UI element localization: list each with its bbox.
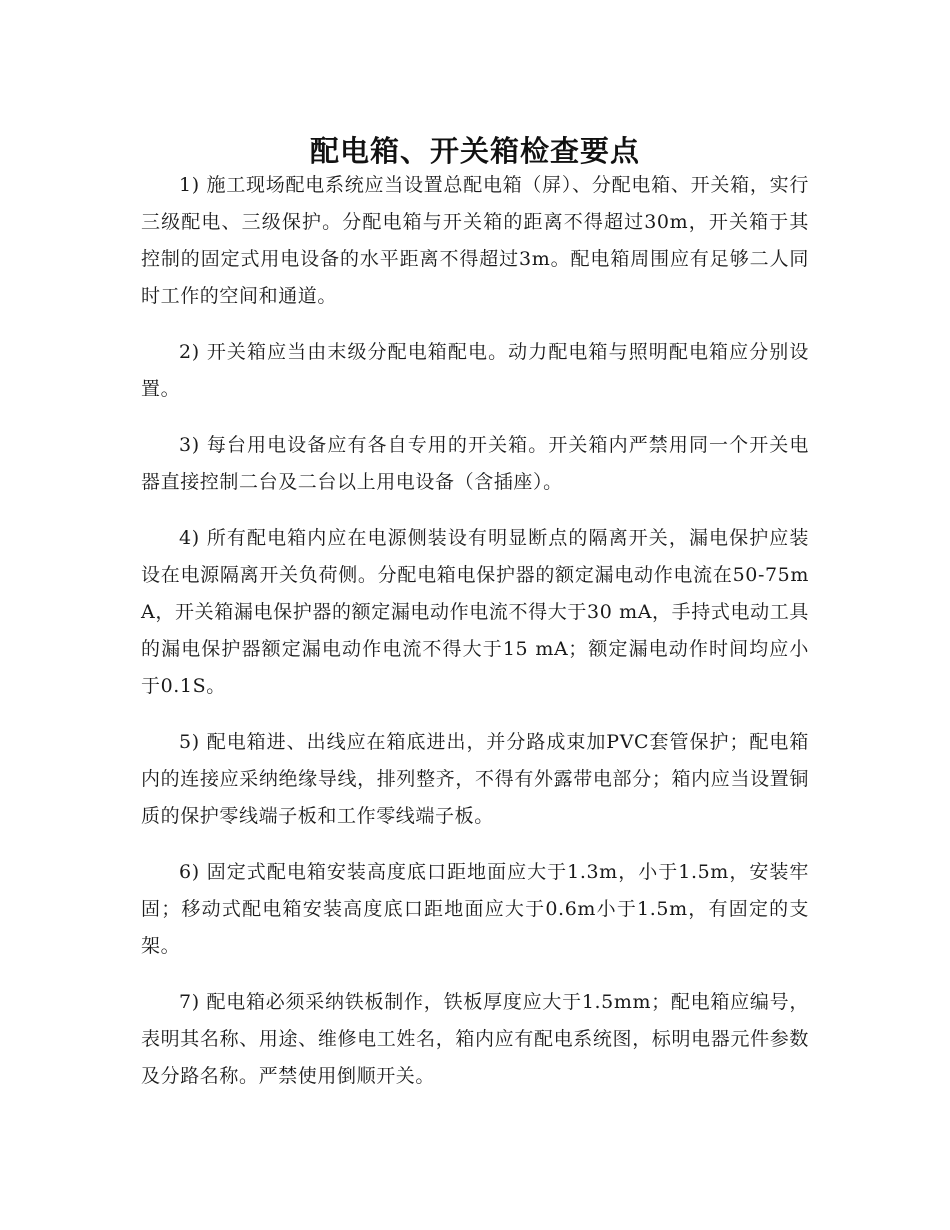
paragraph-7: 7) 配电箱必须采纳铁板制作，铁板厚度应大于1.5mm；配电箱应编号，表明其名称、用途、维修电工姓名，箱内应有配电系统图，标明电器元件参数及分路名称。严禁使用倒顺开关。: [141, 991, 809, 1087]
paragraph-2: 2) 开关箱应当由末级分配电箱配电。动力配电箱与照明配电箱应分别设置。: [141, 341, 809, 400]
paragraph-6: 6) 固定式配电箱安装高度底口距地面应大于1.3m，小于1.5m，安装牢固；移动式配电箱安装高度底口距地面应大于0.6m小于1.5m，有固定的支架。: [141, 861, 809, 957]
document-title: 配电箱、开关箱检查要点: [309, 134, 640, 169]
paragraph-3: 3) 每台用电设备应有各自专用的开关箱。开关箱内严禁用同一个开关电器直接控制二台及二台以上用电设备（含插座）。: [141, 434, 809, 493]
paragraph-4: 4) 所有配电箱内应在电源侧装设有明显断点的隔离开关，漏电保护应装设在电源隔离开关负荷侧。分配电箱电保护器的额定漏电动作电流在50-75mA，开关箱漏电保护器的额定漏电动作电流不得大于30 mA，手持式电动工具的漏电保护器额定漏电动作电流不得大于15 mA；额定漏电动作时间均应小于0.1S。: [141, 527, 809, 697]
document-body: [141, 167, 809, 1114]
paragraph-1: 1) 施工现场配电系统应当设置总配电箱（屏）、分配电箱、开关箱，实行三级配电、三级保护。分配电箱与开关箱的距离不得超过30m，开关箱于其控制的固定式用电设备的水平距离不得超过3m。配电箱周围应有足够二人同时工作的空间和通道。: [141, 174, 809, 307]
paragraph-5: 5) 配电箱进、出线应在箱底进出，并分路成束加PVC套管保护；配电箱内的连接应采纳绝缘导线，排列整齐，不得有外露带电部分；箱内应当设置铜质的保护零线端子板和工作零线端子板。: [141, 731, 809, 827]
